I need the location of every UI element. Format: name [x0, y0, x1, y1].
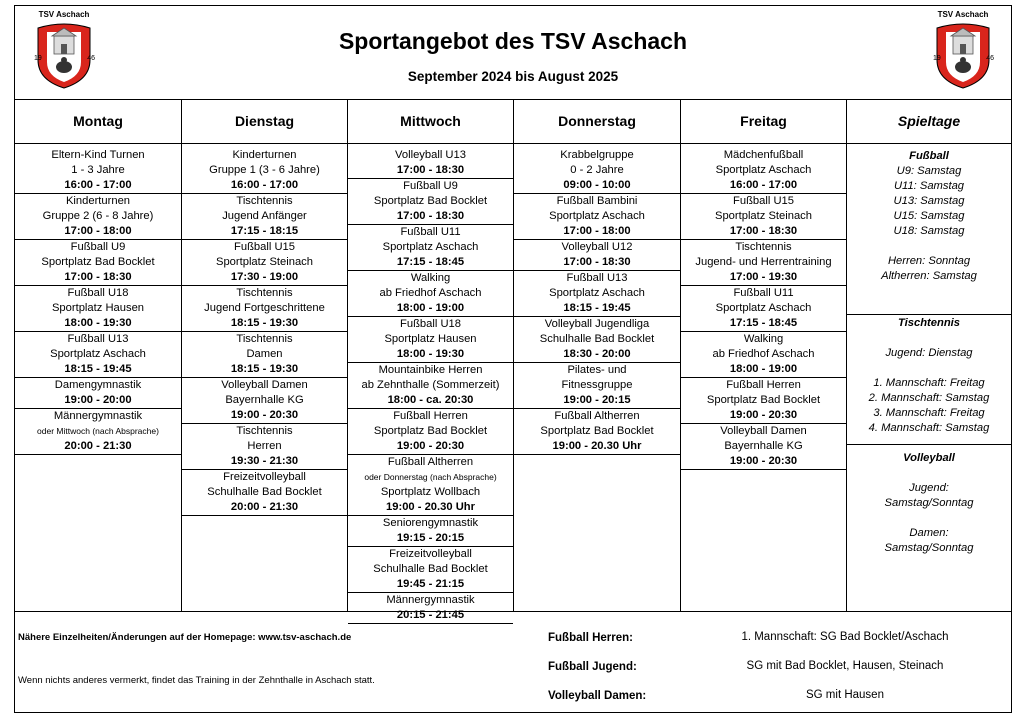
spieltage-divider: [847, 444, 1011, 445]
schedule-entry-mittwoch: [348, 148, 513, 179]
entry-line: Fußball U15: [733, 195, 794, 207]
schedule-entry-dienstag: [182, 194, 347, 240]
schedule-entry-mittwoch: [348, 179, 513, 225]
schedule-entry-montag: [15, 148, 181, 194]
entry-time: 17:00 - 18:30: [396, 210, 465, 222]
entry-time: 17:00 - 19:30: [729, 271, 798, 283]
schedule-entry-montag: [15, 286, 181, 332]
entry-line: Sportplatz Wollbach: [380, 486, 481, 498]
entry-line: Sportplatz Aschach: [549, 210, 645, 222]
entry-line: ab Friedhof Aschach: [379, 287, 482, 299]
entry-line: Sportplatz Aschach: [715, 164, 812, 176]
entry-line: Männergymnastik: [386, 594, 475, 606]
entry-time: 19:00 - 20:30: [396, 440, 465, 452]
entry-line: Kinderturnen: [65, 195, 131, 207]
entry-line: Sportplatz Aschach: [50, 348, 146, 360]
entry-line: Pilates- und: [567, 364, 627, 376]
entry-line: Volleyball Damen: [720, 425, 807, 437]
day-header-dienstag: Dienstag: [182, 99, 348, 143]
schedule-sheet: [14, 5, 1012, 713]
spieltage-line: 3. Mannschaft: Freitag: [873, 407, 985, 419]
footer: [15, 611, 1011, 714]
entry-time: 17:00 - 18:30: [563, 256, 631, 268]
entry-time: 19:00 - 20:15: [563, 394, 631, 406]
entry-line: Fußball Herren: [393, 410, 468, 422]
entry-time: 19:00 - 20.30 Uhr: [386, 501, 475, 513]
entry-time: 20:00 - 21:30: [64, 440, 132, 452]
entry-line: Gruppe 1 (3 - 6 Jahre): [209, 164, 320, 176]
spieltage-volleyball: [847, 451, 1011, 556]
team-value: SG mit Hausen: [806, 689, 884, 701]
entry-line: Kinderturnen: [232, 149, 297, 161]
entry-line: Herren: [247, 440, 282, 452]
team-label: Fußball Herren:: [548, 632, 633, 644]
entry-time: 20:15 - 21:45: [396, 609, 465, 621]
entry-line: Volleyball Damen: [221, 379, 308, 391]
entry-line: Sportplatz Hausen: [384, 333, 477, 345]
entry-line: Gruppe 2 (6 - 8 Jahre): [42, 210, 154, 222]
schedule-entry-mittwoch: [348, 547, 513, 593]
spieltage-fussball: [847, 149, 1011, 284]
entry-line: Bayernhalle KG: [225, 394, 304, 406]
entry-line: Bayernhalle KG: [724, 440, 803, 452]
entry-time: 16:00 - 17:00: [729, 179, 798, 191]
logo-year-right: 46: [87, 55, 95, 62]
spieltage-line: U11: Samstag: [893, 180, 965, 192]
team-label: Fußball Jugend:: [548, 661, 637, 673]
entry-line: Fußball U11: [733, 287, 794, 299]
schedule-entry-mittwoch: [348, 409, 513, 455]
team-value: SG mit Bad Bocklet, Hausen, Steinach: [746, 660, 944, 672]
day-header-mittwoch: Mittwoch: [348, 99, 514, 143]
entry-time: 19:00 - 20:30: [729, 409, 798, 421]
entry-line: Fußball U9: [70, 241, 126, 253]
entry-line: Tischtennis: [735, 241, 792, 253]
entry-time: 17:15 - 18:45: [396, 256, 465, 268]
entry-time: 17:00 - 18:30: [64, 271, 132, 283]
entry-line: 0 - 2 Jahre: [570, 164, 624, 176]
entry-time: 19:00 - 20.30 Uhr: [552, 440, 642, 452]
entry-line: Fußball U13: [566, 272, 628, 284]
entry-time: 19:00 - 20:30: [729, 455, 798, 467]
entry-line: Jugend Anfänger: [222, 210, 307, 222]
entry-time: 17:30 - 19:00: [230, 271, 299, 283]
logo-year-left: 19: [933, 55, 941, 62]
schedule-entry-montag: [15, 378, 181, 409]
spieltage-tischtennis: [847, 316, 1011, 436]
entry-line: 1 - 3 Jahre: [71, 164, 125, 176]
spieltage-tischtennis-title: Tischtennis: [898, 317, 960, 329]
entry-line: Sportplatz Aschach: [382, 241, 479, 253]
page-subtitle: September 2024 bis August 2025: [407, 69, 619, 84]
entry-time: 19:45 - 21:15: [396, 578, 465, 590]
schedule-entry-freitag: [681, 378, 846, 424]
entry-line: Sportplatz Bad Bocklet: [706, 394, 821, 406]
entry-line: Fußball Bambini: [556, 195, 638, 207]
schedule-entry-montag: [15, 240, 181, 286]
schedule-entry-donnerstag: [514, 240, 680, 271]
entry-time: 18:30 - 20:00: [563, 348, 631, 360]
entry-line: Volleyball Jugendliga: [544, 318, 650, 330]
entry-time: 17:00 - 18:30: [396, 164, 465, 176]
spieltage-line: [847, 511, 1011, 526]
schedule-entry-freitag: [681, 240, 846, 286]
schedule-entry-dienstag: [182, 378, 347, 424]
entry-time: 18:15 - 19:30: [230, 317, 299, 329]
entry-line: Sportplatz Bad Bocklet: [41, 256, 155, 268]
entry-line: Männergymnastik: [53, 410, 143, 422]
club-logo-right: [928, 10, 998, 96]
entry-line: Sportplatz Steinach: [215, 256, 314, 268]
schedule-entry-dienstag: [182, 332, 347, 378]
entry-line: Fußball U18: [400, 318, 461, 330]
schedule-entry-montag: [15, 194, 181, 240]
entry-line: Volleyball U12: [561, 241, 633, 253]
entry-line: Sportplatz Aschach: [549, 287, 645, 299]
entry-time: 09:00 - 10:00: [563, 179, 631, 191]
entry-line: Schulhalle Bad Bocklet: [373, 563, 488, 575]
spieltage-line: U13: Samstag: [893, 195, 965, 207]
entry-line: Fußball U9: [403, 180, 458, 192]
spieltage-line: U18: Samstag: [893, 225, 965, 237]
entry-time: 17:00 - 18:00: [563, 225, 631, 237]
entry-line: Tischtennis: [236, 195, 293, 207]
entry-time: 20:00 - 21:30: [230, 501, 299, 513]
entry-time: 17:15 - 18:15: [230, 225, 299, 237]
entry-line: Freizeitvolleyball: [223, 471, 306, 483]
spieltage-fussball-title: Fußball: [909, 150, 949, 162]
schedule-entry-mittwoch: [348, 455, 513, 516]
entry-time: 16:00 - 17:00: [64, 179, 132, 191]
entry-line: Fußball U13: [67, 333, 129, 345]
entry-time: 19:00 - 20:30: [230, 409, 299, 421]
schedule-entry-freitag: [681, 148, 846, 194]
spieltage-line: 2. Mannschaft: Samstag: [868, 392, 990, 404]
spieltage-line: [847, 331, 1011, 346]
spieltage-line: Altherren: Samstag: [881, 270, 977, 282]
entry-line: Fußball Altherren: [387, 456, 474, 468]
schedule-entry-mittwoch: [348, 271, 513, 317]
logo-name: TSV Aschach: [937, 10, 989, 19]
entry-line: Sportplatz Bad Bocklet: [373, 195, 488, 207]
schedule-entry-dienstag: [182, 424, 347, 470]
spieltage-line: U9: Samstag: [896, 165, 962, 177]
schedule-entry-freitag: [681, 286, 846, 332]
entry-line: Schulhalle Bad Bocklet: [207, 486, 322, 498]
entry-time: 18:00 - 19:30: [64, 317, 132, 329]
entry-time: 19:30 - 21:30: [230, 455, 299, 467]
day-header-row: [15, 99, 1011, 144]
schedule-entry-donnerstag: [514, 148, 680, 194]
entry-time: 19:00 - 20:00: [64, 394, 132, 406]
entry-line: Krabbelgruppe: [560, 149, 634, 161]
entry-line: Schulhalle Bad Bocklet: [539, 333, 655, 345]
entry-time: 18:00 - 19:00: [729, 363, 798, 375]
schedule-entry-dienstag: [182, 470, 347, 516]
schedule-entry-freitag: [681, 424, 846, 470]
entry-line: Sportplatz Hausen: [51, 302, 145, 314]
spieltage-line: 4. Mannschaft: Samstag: [868, 422, 990, 434]
header: [15, 6, 1011, 100]
entry-line: Freizeitvolleyball: [389, 548, 472, 560]
schedule-entry-montag: [15, 332, 181, 378]
entry-line: oder Mittwoch (nach Absprache): [37, 426, 159, 436]
logo-year-right: 46: [986, 55, 994, 62]
entry-line: Sportplatz Bad Bocklet: [373, 425, 488, 437]
entry-time: 18:00 - 19:00: [396, 302, 465, 314]
spieltage-line: Jugend: Dienstag: [885, 347, 973, 359]
schedule-entry-dienstag: [182, 148, 347, 194]
schedule-entry-donnerstag: [514, 271, 680, 317]
schedule-entry-mittwoch: [348, 363, 513, 409]
schedule-entry-donnerstag: [514, 363, 680, 409]
spieltage-volleyball-title: Volleyball: [903, 452, 955, 464]
entry-line: Tischtennis: [236, 287, 293, 299]
team-label: Volleyball Damen:: [548, 690, 647, 702]
entry-line: Tischtennis: [236, 333, 293, 345]
schedule-entry-mittwoch: [348, 225, 513, 271]
entry-line: Fußball Herren: [726, 379, 801, 391]
spieltage-line: Samstag/Sonntag: [884, 542, 974, 554]
entry-line: oder Donnerstag (nach Absprache): [364, 472, 497, 482]
spieltage-line: [847, 466, 1011, 481]
entry-time: 18:00 - 19:30: [396, 348, 465, 360]
schedule-entry-donnerstag: [514, 317, 680, 363]
entry-line: ab Zehnthalle (Sommerzeit): [361, 379, 500, 391]
page-title: Sportangebot des TSV Aschach: [338, 28, 688, 54]
entry-line: Damen: [246, 348, 283, 360]
team-value: 1. Mannschaft: SG Bad Bocklet/Aschach: [741, 631, 949, 643]
entry-time: 17:00 - 18:00: [64, 225, 132, 237]
entry-line: Mädchenfußball: [723, 149, 804, 161]
day-header-freitag: Freitag: [681, 99, 847, 143]
schedule-entry-mittwoch: [348, 516, 513, 547]
logo-name: TSV Aschach: [38, 10, 90, 19]
entry-line: Walking: [743, 333, 784, 345]
spieltage-line: [847, 239, 1011, 254]
entry-time: 17:15 - 18:45: [729, 317, 798, 329]
spieltage-divider: [847, 314, 1011, 315]
day-header-spieltage: Spieltage: [897, 113, 961, 129]
entry-line: Fußball U18: [67, 287, 129, 299]
spieltage-line: Samstag/Sonntag: [884, 497, 974, 509]
spieltage-line: [847, 361, 1011, 376]
logo-year-left: 19: [34, 55, 42, 62]
entry-time: 19:15 - 20:15: [396, 532, 465, 544]
spieltage-line: Herren: Sonntag: [887, 255, 971, 267]
entry-line: Walking: [410, 272, 451, 284]
schedule-entry-mittwoch: [348, 317, 513, 363]
schedule-entry-freitag: [681, 332, 846, 378]
day-header-montag: Montag: [15, 99, 182, 143]
entry-line: Eltern-Kind Turnen: [51, 149, 145, 161]
crest-icon: [933, 22, 993, 90]
schedule-entry-freitag: [681, 194, 846, 240]
entry-time: 18:15 - 19:30: [230, 363, 299, 375]
entry-line: Jugend Fortgeschrittene: [204, 302, 325, 314]
entry-time: 18:15 - 19:45: [563, 302, 631, 314]
location-note: Wenn nichts anderes vermerkt, findet das Training in der Zehnthalle in Aschach statt.: [18, 675, 375, 686]
schedule-entry-donnerstag: [514, 409, 680, 455]
spieltage-line: Damen:: [909, 527, 949, 539]
entry-time: 17:00 - 18:30: [729, 225, 798, 237]
entry-time: 16:00 - 17:00: [230, 179, 299, 191]
entry-time: 18:15 - 19:45: [64, 363, 132, 375]
schedule-entry-donnerstag: [514, 194, 680, 240]
day-header-donnerstag: Donnerstag: [514, 99, 681, 143]
entry-line: Damengymnastik: [54, 379, 142, 391]
entry-line: Tischtennis: [236, 425, 293, 437]
entry-line: Seniorengymnastik: [382, 517, 479, 529]
spieltage-line: Jugend:: [909, 482, 949, 494]
schedule-body: [15, 144, 1011, 621]
spieltage-line: 1. Mannschaft: Freitag: [873, 377, 985, 389]
entry-line: Sportplatz Steinach: [714, 210, 813, 222]
schedule-entry-dienstag: [182, 240, 347, 286]
entry-line: Fußball Altherren: [554, 410, 640, 422]
schedule-entry-montag: [15, 409, 181, 455]
spieltage-line: U15: Samstag: [893, 210, 965, 222]
homepage-note: Nähere Einzelheiten/Änderungen auf der Homepage: www.tsv-aschach.de: [18, 632, 352, 643]
entry-line: Volleyball U13: [395, 149, 466, 161]
entry-time: 18:00 - ca. 20:30: [387, 394, 474, 406]
schedule-entry-dienstag: [182, 286, 347, 332]
entry-line: ab Friedhof Aschach: [712, 348, 815, 360]
entry-line: Fußball U15: [234, 241, 295, 253]
spieltage-column: [847, 144, 1011, 612]
entry-line: Fußball U11: [400, 226, 461, 238]
entry-line: Mountainbike Herren: [378, 364, 483, 376]
entry-line: Sportplatz Aschach: [715, 302, 812, 314]
entry-line: Sportplatz Bad Bocklet: [540, 425, 654, 437]
entry-line: Jugend- und Herrentraining: [695, 256, 832, 268]
entry-line: Fitnessgruppe: [561, 379, 633, 391]
